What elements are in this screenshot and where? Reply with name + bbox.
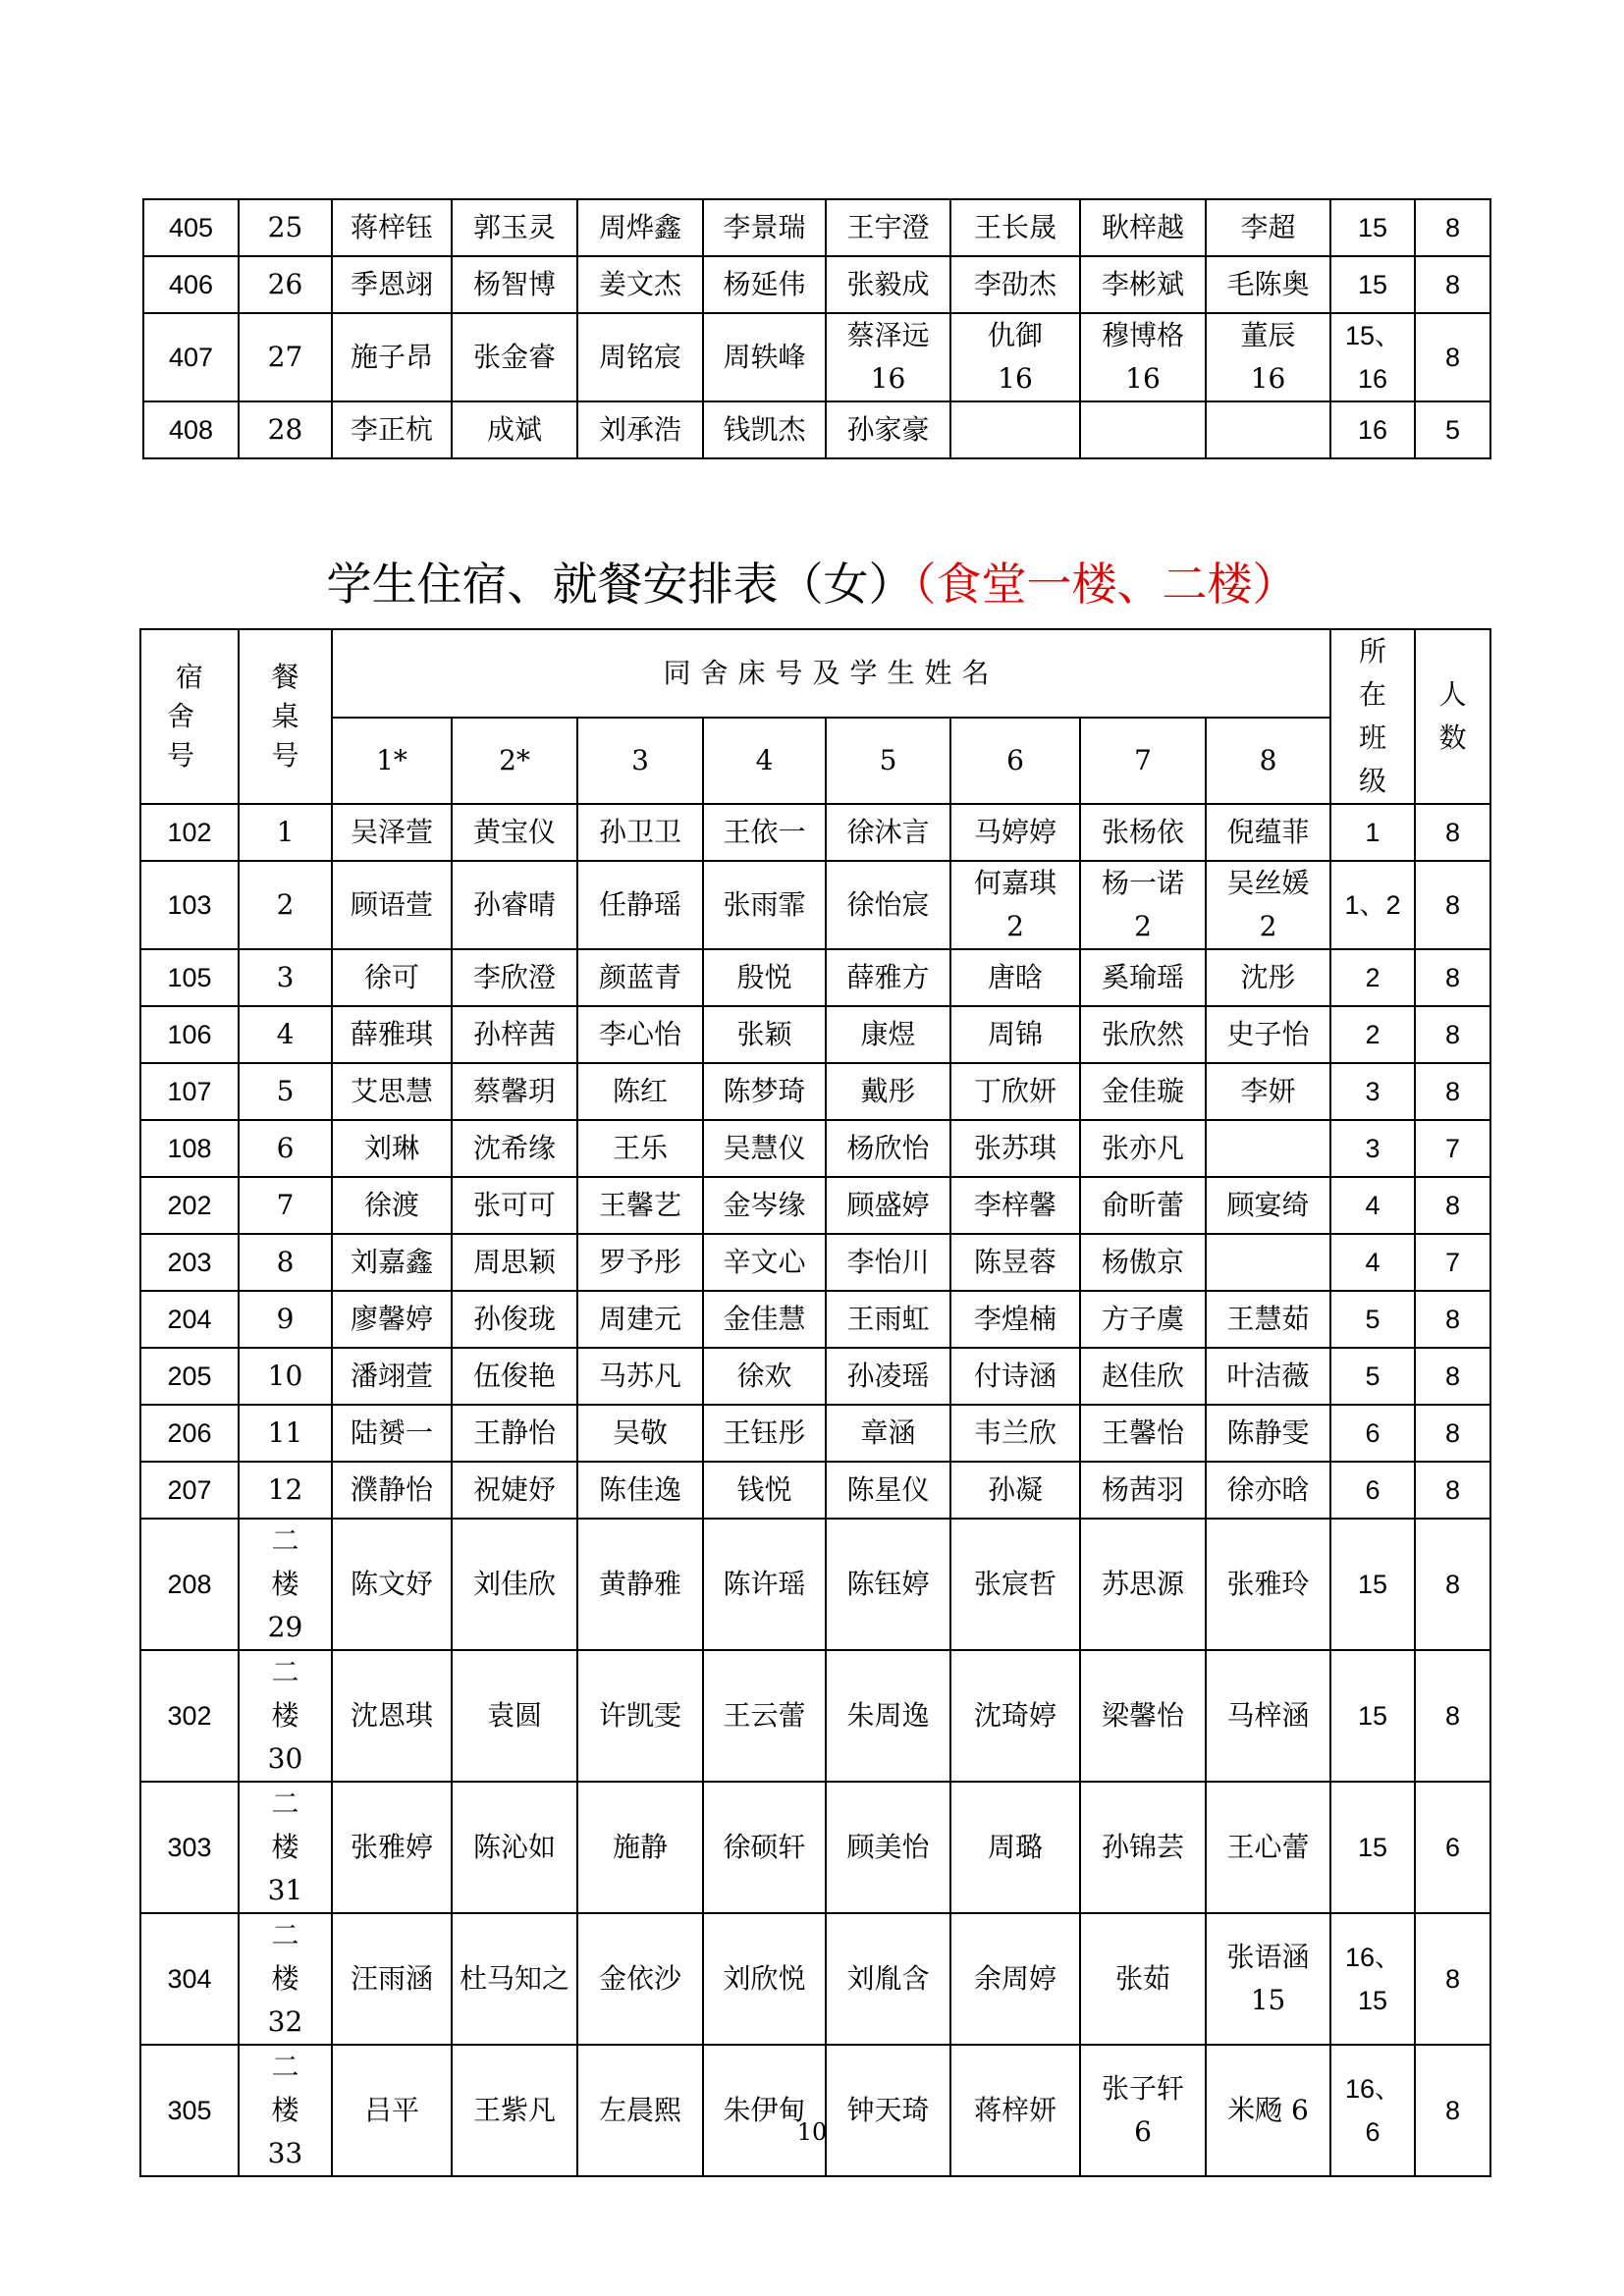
count-cell: 8 (1415, 1177, 1490, 1234)
student-name: 顾盛婷 (826, 1177, 950, 1234)
student-name: 张宸哲 (950, 1519, 1080, 1650)
student-name: 杨智博 (452, 256, 577, 313)
student-name: 杨傲京 (1080, 1234, 1206, 1291)
bed-header: 5 (826, 718, 950, 804)
student-name: 艾思慧 (332, 1063, 452, 1120)
count-cell: 8 (1415, 1291, 1490, 1348)
count-cell: 8 (1415, 199, 1490, 256)
room-number: 108 (140, 1120, 239, 1177)
room-number: 207 (140, 1462, 239, 1519)
student-name: 顾语萱 (332, 861, 452, 949)
student-name: 陈昱蓉 (950, 1234, 1080, 1291)
student-name: 左晨熙 (577, 2045, 703, 2176)
room-number: 107 (140, 1063, 239, 1120)
class-cell: 4 (1330, 1177, 1415, 1234)
student-name: 刘胤含 (826, 1913, 950, 2045)
room-number: 208 (140, 1519, 239, 1650)
student-name: 李煌楠 (950, 1291, 1080, 1348)
table-number: 二楼 33 (239, 2045, 332, 2176)
class-cell: 16、15 (1330, 1913, 1415, 2045)
class-cell: 3 (1330, 1120, 1415, 1177)
student-name: 汪雨涵 (332, 1913, 452, 2045)
student-name: 李心怡 (577, 1006, 703, 1063)
student-name: 钟天琦 (826, 2045, 950, 2176)
student-name: 蔡泽远 16 (826, 313, 950, 401)
room-number: 103 (140, 861, 239, 949)
student-name: 方子虞 (1080, 1291, 1206, 1348)
student-name: 唐晗 (950, 949, 1080, 1006)
student-name: 张颖 (703, 1006, 826, 1063)
student-name: 毛陈奥 (1206, 256, 1330, 313)
table-number: 4 (239, 1006, 332, 1063)
student-name: 施子昂 (332, 313, 452, 401)
table-number: 3 (239, 949, 332, 1006)
bed-header: 4 (703, 718, 826, 804)
student-name: 周锦 (950, 1006, 1080, 1063)
room-number: 405 (143, 199, 239, 256)
class-cell: 6 (1330, 1405, 1415, 1462)
student-name: 周建元 (577, 1291, 703, 1348)
room-number: 106 (140, 1006, 239, 1063)
student-name: 金佳璇 (1080, 1063, 1206, 1120)
class-cell: 15、16 (1330, 313, 1415, 401)
student-name: 周轶峰 (703, 313, 826, 401)
student-name: 章涵 (826, 1405, 950, 1462)
class-cell: 15 (1330, 199, 1415, 256)
student-name: 张欣然 (1080, 1006, 1206, 1063)
count-cell: 8 (1415, 1348, 1490, 1405)
student-name: 吴泽萱 (332, 804, 452, 861)
student-name: 许凯雯 (577, 1650, 703, 1782)
table-number: 二楼 30 (239, 1650, 332, 1782)
header-count: 人数 (1415, 629, 1490, 804)
student-name: 王雨虹 (826, 1291, 950, 1348)
student-name: 陆赟一 (332, 1405, 452, 1462)
student-name: 孙卫卫 (577, 804, 703, 861)
room-number: 407 (143, 313, 239, 401)
student-name: 杨欣怡 (826, 1120, 950, 1177)
student-name: 薛雅方 (826, 949, 950, 1006)
student-name: 廖馨婷 (332, 1291, 452, 1348)
student-name: 李妍 (1206, 1063, 1330, 1120)
student-name: 周璐 (950, 1782, 1080, 1913)
table-number: 二楼 32 (239, 1913, 332, 2045)
student-name: 马婷婷 (950, 804, 1080, 861)
count-cell: 8 (1415, 861, 1490, 949)
student-name: 李劭杰 (950, 256, 1080, 313)
student-name: 钱凯杰 (703, 401, 826, 458)
student-name: 戴彤 (826, 1063, 950, 1120)
student-name: 陈钰婷 (826, 1519, 950, 1650)
table-number: 26 (239, 256, 332, 313)
student-name: 徐硕轩 (703, 1782, 826, 1913)
room-number: 304 (140, 1913, 239, 2045)
student-name: 徐亦晗 (1206, 1462, 1330, 1519)
student-name: 穆博格 16 (1080, 313, 1206, 401)
student-name: 梁馨怡 (1080, 1650, 1206, 1782)
student-name: 沈彤 (1206, 949, 1330, 1006)
class-cell: 5 (1330, 1291, 1415, 1348)
student-name: 孙家豪 (826, 401, 950, 458)
student-name: 张子轩 6 (1080, 2045, 1206, 2176)
student-name: 李彬斌 (1080, 256, 1206, 313)
top-table-row (143, 401, 1490, 458)
room-number: 302 (140, 1650, 239, 1782)
student-name: 董辰 16 (1206, 313, 1330, 401)
count-cell: 8 (1415, 2045, 1490, 2176)
student-name: 辛文心 (703, 1234, 826, 1291)
main-table-row (140, 1063, 1490, 1120)
student-name: 王紫凡 (452, 2045, 577, 2176)
student-name: 王依一 (703, 804, 826, 861)
student-name: 王馨怡 (1080, 1405, 1206, 1462)
student-name: 孙俊珑 (452, 1291, 577, 1348)
student-name: 姜文杰 (577, 256, 703, 313)
table-number: 2 (239, 861, 332, 949)
student-name: 韦兰欣 (950, 1405, 1080, 1462)
count-cell: 8 (1415, 1063, 1490, 1120)
table-number: 5 (239, 1063, 332, 1120)
student-name: 刘承浩 (577, 401, 703, 458)
main-table-row (140, 1348, 1490, 1405)
student-name: 何嘉琪 2 (950, 861, 1080, 949)
table-number: 9 (239, 1291, 332, 1348)
main-table-row (140, 1913, 1490, 2045)
student-name: 李景瑞 (703, 199, 826, 256)
room-number: 102 (140, 804, 239, 861)
student-name: 陈静雯 (1206, 1405, 1330, 1462)
count-cell: 8 (1415, 1913, 1490, 2045)
room-number: 305 (140, 2045, 239, 2176)
main-table-row (140, 1782, 1490, 1913)
student-name: 杨茜羽 (1080, 1462, 1206, 1519)
student-name: 周烨鑫 (577, 199, 703, 256)
bed-header: 8 (1206, 718, 1330, 804)
main-table-row (140, 1462, 1490, 1519)
count-cell: 8 (1415, 1006, 1490, 1063)
student-name: 马梓涵 (1206, 1650, 1330, 1782)
student-name: 吕平 (332, 2045, 452, 2176)
student-name: 蒋梓妍 (950, 2045, 1080, 2176)
student-name: 米飏 6 (1206, 2045, 1330, 2176)
student-name: 张茹 (1080, 1913, 1206, 2045)
student-name: 周思颖 (452, 1234, 577, 1291)
student-name: 奚瑜瑶 (1080, 949, 1206, 1006)
student-name: 陈星仪 (826, 1462, 950, 1519)
student-name: 马苏凡 (577, 1348, 703, 1405)
student-name: 仇御 16 (950, 313, 1080, 401)
class-cell: 1 (1330, 804, 1415, 861)
student-name (1080, 401, 1206, 458)
header-class: 所在班级 (1330, 629, 1415, 804)
student-name: 付诗涵 (950, 1348, 1080, 1405)
student-name: 李正杭 (332, 401, 452, 458)
table-number: 6 (239, 1120, 332, 1177)
student-name: 徐怡宸 (826, 861, 950, 949)
table-number: 7 (239, 1177, 332, 1234)
student-name: 孙凝 (950, 1462, 1080, 1519)
main-table-row (140, 1006, 1490, 1063)
student-name: 耿梓越 (1080, 199, 1206, 256)
student-name: 顾美怡 (826, 1782, 950, 1913)
count-cell: 8 (1415, 256, 1490, 313)
student-name: 李欣澄 (452, 949, 577, 1006)
student-name: 沈恩琪 (332, 1650, 452, 1782)
count-cell: 8 (1415, 1519, 1490, 1650)
student-name: 王云蕾 (703, 1650, 826, 1782)
table-number: 28 (239, 401, 332, 458)
student-name (1206, 1234, 1330, 1291)
main-table-row (140, 861, 1490, 949)
student-name: 蒋梓钰 (332, 199, 452, 256)
student-name: 刘佳欣 (452, 1519, 577, 1650)
student-name: 李怡川 (826, 1234, 950, 1291)
student-name: 张苏琪 (950, 1120, 1080, 1177)
student-name: 孙梓茜 (452, 1006, 577, 1063)
table-number: 二楼 29 (239, 1519, 332, 1650)
student-name: 黄宝仪 (452, 804, 577, 861)
student-name: 金岑缘 (703, 1177, 826, 1234)
table-number: 12 (239, 1462, 332, 1519)
table-number: 二楼 31 (239, 1782, 332, 1913)
student-name: 徐可 (332, 949, 452, 1006)
student-name: 史子怡 (1206, 1006, 1330, 1063)
top-table-row (143, 313, 1490, 401)
student-name: 黄静雅 (577, 1519, 703, 1650)
main-table-row (140, 1519, 1490, 1650)
room-number: 408 (143, 401, 239, 458)
student-name: 刘欣悦 (703, 1913, 826, 2045)
student-name: 顾宴绮 (1206, 1177, 1330, 1234)
main-table-row (140, 804, 1490, 861)
student-name: 沈琦婷 (950, 1650, 1080, 1782)
room-number: 105 (140, 949, 239, 1006)
count-cell: 8 (1415, 1405, 1490, 1462)
bed-header: 2* (452, 718, 577, 804)
student-name: 王宇澄 (826, 199, 950, 256)
class-cell: 15 (1330, 1519, 1415, 1650)
class-cell: 6 (1330, 1462, 1415, 1519)
room-number: 206 (140, 1405, 239, 1462)
student-name: 张金睿 (452, 313, 577, 401)
class-cell: 16 (1330, 401, 1415, 458)
count-cell: 8 (1415, 313, 1490, 401)
student-name: 王长晟 (950, 199, 1080, 256)
bed-header: 1* (332, 718, 452, 804)
class-cell: 3 (1330, 1063, 1415, 1120)
student-name (1206, 401, 1330, 458)
table-number: 27 (239, 313, 332, 401)
student-name: 王馨艺 (577, 1177, 703, 1234)
student-name: 徐渡 (332, 1177, 452, 1234)
student-name: 周铭宸 (577, 313, 703, 401)
student-name: 吴丝媛 2 (1206, 861, 1330, 949)
student-name: 蔡馨玥 (452, 1063, 577, 1120)
student-name: 殷悦 (703, 949, 826, 1006)
table-number: 8 (239, 1234, 332, 1291)
student-name: 施静 (577, 1782, 703, 1913)
class-cell: 15 (1330, 1782, 1415, 1913)
student-name: 张雅婷 (332, 1782, 452, 1913)
student-name: 袁圆 (452, 1650, 577, 1782)
student-name: 张杨依 (1080, 804, 1206, 861)
main-table-row (140, 1650, 1490, 1782)
student-name: 俞昕蕾 (1080, 1177, 1206, 1234)
student-name: 张毅成 (826, 256, 950, 313)
student-name: 潘翊萱 (332, 1348, 452, 1405)
student-name: 薛雅琪 (332, 1006, 452, 1063)
student-name: 陈许瑶 (703, 1519, 826, 1650)
student-name: 康煜 (826, 1006, 950, 1063)
class-cell: 2 (1330, 949, 1415, 1006)
room-number: 303 (140, 1782, 239, 1913)
title-main: 学生住宿、就餐安排表（女） (326, 558, 914, 611)
count-cell: 8 (1415, 1650, 1490, 1782)
top-table-row (143, 256, 1490, 313)
student-name: 罗予彤 (577, 1234, 703, 1291)
student-name: 吴敬 (577, 1405, 703, 1462)
header-group: 同舍床号及学生姓名 (332, 629, 1330, 718)
student-name: 金佳慧 (703, 1291, 826, 1348)
count-cell: 8 (1415, 1462, 1490, 1519)
class-cell: 16、6 (1330, 2045, 1415, 2176)
student-name: 伍俊艳 (452, 1348, 577, 1405)
header-room: 宿舍号 (140, 629, 239, 804)
student-name (1206, 1120, 1330, 1177)
student-name: 张可可 (452, 1177, 577, 1234)
student-name: 刘琳 (332, 1120, 452, 1177)
room-number: 406 (143, 256, 239, 313)
student-name: 叶洁薇 (1206, 1348, 1330, 1405)
student-name: 沈希缘 (452, 1120, 577, 1177)
student-name: 郭玉灵 (452, 199, 577, 256)
student-name: 祝婕妤 (452, 1462, 577, 1519)
student-name: 杨延伟 (703, 256, 826, 313)
room-number: 203 (140, 1234, 239, 1291)
student-name: 张雅玲 (1206, 1519, 1330, 1650)
main-table-row (140, 1120, 1490, 1177)
student-name: 陈文妤 (332, 1519, 452, 1650)
room-number: 202 (140, 1177, 239, 1234)
count-cell: 8 (1415, 804, 1490, 861)
student-name: 王钰彤 (703, 1405, 826, 1462)
student-name: 杜马知之 (452, 1913, 577, 2045)
student-name: 任静瑶 (577, 861, 703, 949)
top-table-row (143, 199, 1490, 256)
student-name: 赵佳欣 (1080, 1348, 1206, 1405)
student-name: 陈佳逸 (577, 1462, 703, 1519)
class-cell: 15 (1330, 1650, 1415, 1782)
student-name: 倪蕴菲 (1206, 804, 1330, 861)
class-cell: 15 (1330, 256, 1415, 313)
student-name: 张亦凡 (1080, 1120, 1206, 1177)
table-number: 25 (239, 199, 332, 256)
student-name: 李梓馨 (950, 1177, 1080, 1234)
student-name: 陈红 (577, 1063, 703, 1120)
count-cell: 7 (1415, 1120, 1490, 1177)
student-name: 金依沙 (577, 1913, 703, 2045)
student-name: 余周婷 (950, 1913, 1080, 2045)
main-table-row (140, 1234, 1490, 1291)
class-cell: 1、2 (1330, 861, 1415, 949)
count-cell: 6 (1415, 1782, 1490, 1913)
main-table-row (140, 1405, 1490, 1462)
student-name (950, 401, 1080, 458)
student-name: 季恩翊 (332, 256, 452, 313)
student-name: 陈梦琦 (703, 1063, 826, 1120)
student-name: 陈沁如 (452, 1782, 577, 1913)
student-name: 朱伊甸 (703, 2045, 826, 2176)
main-table-row (140, 949, 1490, 1006)
table-number: 11 (239, 1405, 332, 1462)
header-table: 餐桌号 (239, 629, 332, 804)
student-name: 徐欢 (703, 1348, 826, 1405)
room-number: 204 (140, 1291, 239, 1348)
count-cell: 8 (1415, 949, 1490, 1006)
student-name: 丁欣妍 (950, 1063, 1080, 1120)
count-cell: 7 (1415, 1234, 1490, 1291)
main-table-row (140, 1291, 1490, 1348)
class-cell: 2 (1330, 1006, 1415, 1063)
student-name: 刘嘉鑫 (332, 1234, 452, 1291)
count-cell: 5 (1415, 401, 1490, 458)
student-name: 王静怡 (452, 1405, 577, 1462)
student-name: 吴慧仪 (703, 1120, 826, 1177)
student-name: 成斌 (452, 401, 577, 458)
main-table-row (140, 2045, 1490, 2176)
student-name: 张语涵 15 (1206, 1913, 1330, 2045)
room-number: 205 (140, 1348, 239, 1405)
bed-header: 7 (1080, 718, 1206, 804)
student-name: 杨一诺 2 (1080, 861, 1206, 949)
student-name: 钱悦 (703, 1462, 826, 1519)
student-name: 王心蕾 (1206, 1782, 1330, 1913)
table-number: 1 (239, 804, 332, 861)
class-cell: 5 (1330, 1348, 1415, 1405)
page-number: 10 (796, 2118, 828, 2146)
student-name: 徐沐言 (826, 804, 950, 861)
student-name: 孙锦芸 (1080, 1782, 1206, 1913)
student-name: 李超 (1206, 199, 1330, 256)
table-number: 10 (239, 1348, 332, 1405)
student-name: 濮静怡 (332, 1462, 452, 1519)
student-name: 孙凌瑶 (826, 1348, 950, 1405)
student-name: 王乐 (577, 1120, 703, 1177)
bed-header: 6 (950, 718, 1080, 804)
class-cell: 4 (1330, 1234, 1415, 1291)
student-name: 孙睿晴 (452, 861, 577, 949)
student-name: 颜蓝青 (577, 949, 703, 1006)
student-name: 王慧茹 (1206, 1291, 1330, 1348)
student-name: 张雨霏 (703, 861, 826, 949)
page-title (0, 550, 1624, 618)
student-name: 朱周逸 (826, 1650, 950, 1782)
female-dormitory-table (139, 628, 1491, 2177)
main-table-row (140, 1177, 1490, 1234)
title-highlight: （食堂一楼、二楼） (913, 558, 1298, 611)
bed-header: 3 (577, 718, 703, 804)
top-dormitory-table (142, 198, 1491, 459)
student-name: 苏思源 (1080, 1519, 1206, 1650)
